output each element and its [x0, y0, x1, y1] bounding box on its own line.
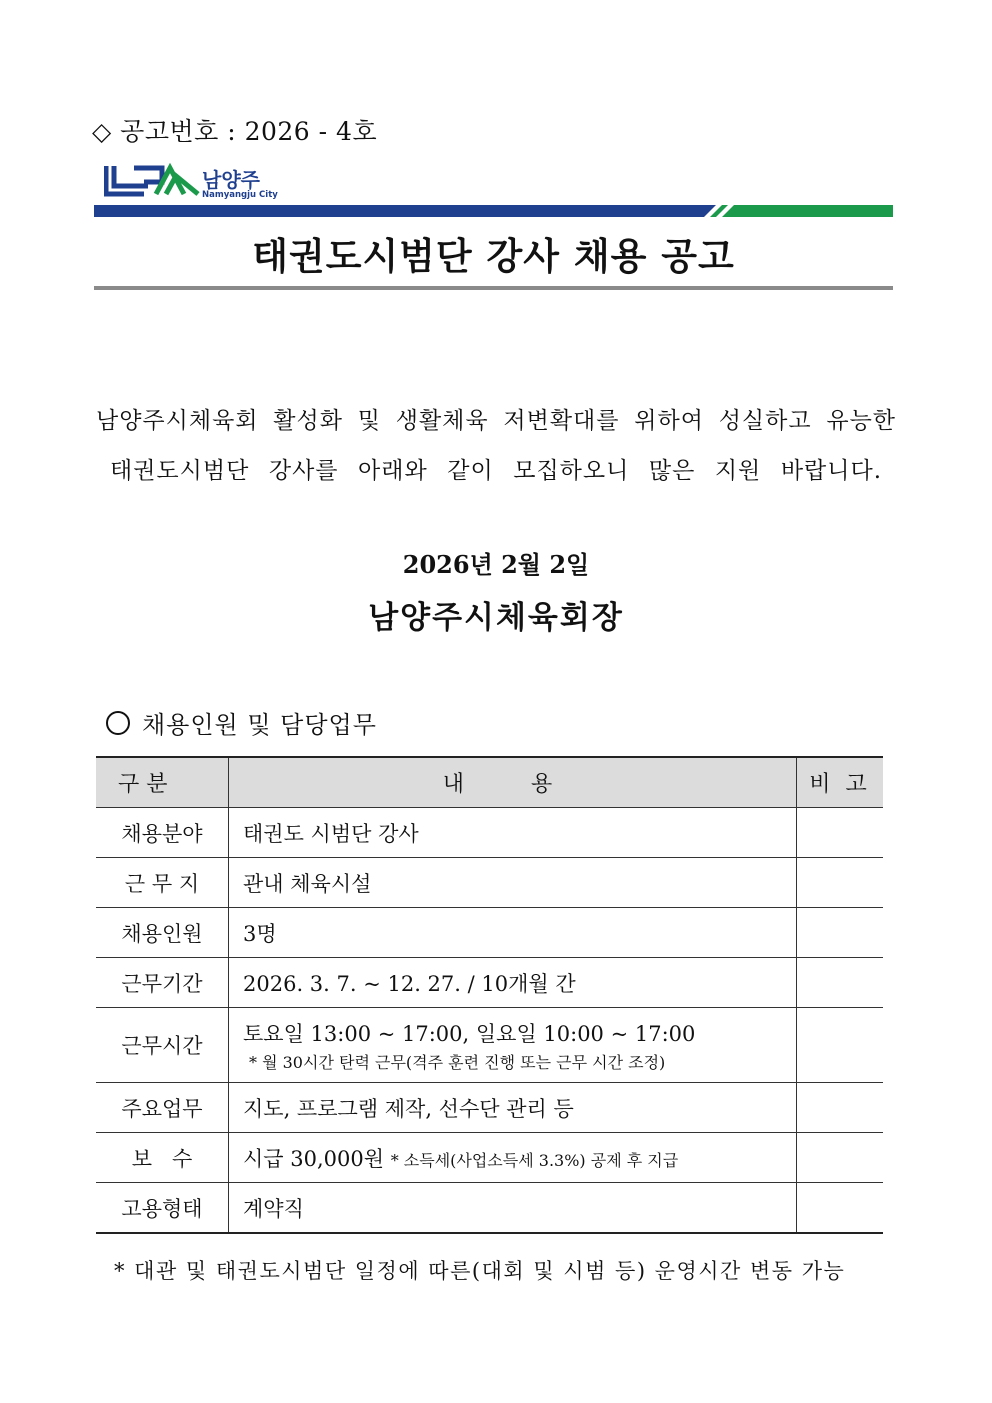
header-note-text: 비 고	[809, 772, 871, 797]
row-content-main: 시급 30,000원	[243, 1146, 385, 1171]
section-heading	[106, 705, 377, 740]
header-content-text: 내 용	[442, 772, 583, 797]
row-content: 태권도 시범단 강사	[229, 808, 797, 858]
header-category-label	[96, 767, 228, 798]
logo-name-english: Namyangju City	[202, 190, 278, 200]
row-note	[797, 808, 884, 858]
table-header-row	[96, 757, 883, 808]
row-note	[797, 908, 884, 958]
intro-line-2: 태권도시범단 강사를 아래와 같이 모집하오니 많은 지원 바랍니다.	[110, 458, 882, 484]
table-row	[96, 1083, 883, 1133]
header-content	[229, 757, 797, 808]
row-label: 근무기간	[96, 958, 229, 1008]
section-title: 채용인원 및 담당업무	[142, 711, 377, 739]
logo-mark-icon	[104, 162, 200, 202]
row-note	[797, 958, 884, 1008]
namyangju-logo	[104, 162, 304, 204]
row-content: 관내 체육시설	[229, 858, 797, 908]
table-row	[96, 858, 883, 908]
header-category-text: 구 분	[118, 772, 168, 797]
table-row	[96, 1008, 883, 1083]
intro-line-1: 남양주시체육회 활성화 및 생활체육 저변확대를 위하여 성실하고 유능한	[96, 408, 896, 434]
header-category	[96, 757, 229, 808]
row-content: 지도, 프로그램 제작, 선수단 관리 등	[229, 1083, 797, 1133]
row-content-main: 토요일 13:00 ~ 17:00, 일요일 10:00 ~ 17:00	[243, 1021, 696, 1046]
circle-bullet-icon	[106, 711, 130, 735]
row-content: 계약직	[229, 1183, 797, 1234]
page-title: 태권도시범단 강사 채용 공고	[252, 235, 735, 278]
row-label: 주요업무	[96, 1083, 229, 1133]
title-banner-stripe	[94, 205, 893, 217]
table-row	[96, 1133, 883, 1183]
row-label: 고용형태	[96, 1183, 229, 1234]
row-content: 2026. 3. 7. ~ 12. 27. / 10개월 간	[229, 958, 797, 1008]
table-row	[96, 908, 883, 958]
title-underline	[94, 286, 893, 290]
row-note	[797, 1008, 884, 1083]
recruitment-table	[96, 756, 883, 1234]
row-content: 3명	[229, 908, 797, 958]
notice-number: ◇ 공고번호 : 2026 - 4호	[92, 117, 378, 146]
row-content	[229, 1008, 797, 1083]
logo-name-korean: 남양주	[202, 168, 260, 192]
row-note	[797, 858, 884, 908]
row-label: 근무시간	[96, 1008, 229, 1083]
table-row	[96, 1183, 883, 1234]
row-note	[797, 1133, 884, 1183]
row-label: 채용인원	[96, 908, 229, 958]
table-row	[96, 808, 883, 858]
table-row	[96, 958, 883, 1008]
organization-name: 남양주시체육회장	[368, 600, 624, 636]
row-note	[797, 1083, 884, 1133]
row-note	[797, 1183, 884, 1234]
row-content-sub: * 월 30시간 탄력 근무(격주 훈련 진행 또는 근무 시간 조정)	[249, 1052, 666, 1072]
header-note	[797, 757, 884, 808]
row-content-sub: * 소득세(사업소득세 3.3%) 공제 후 지급	[390, 1150, 679, 1170]
announcement-date: 2026년 2월 2일	[402, 550, 590, 579]
row-label: 근 무 지	[96, 858, 229, 908]
row-label: 채용분야	[96, 808, 229, 858]
row-label: 보 수	[96, 1133, 229, 1183]
footnote: * 대관 및 태권도시범단 일정에 따른(대회 및 시범 등) 운영시간 변동 가능	[114, 1259, 846, 1283]
row-content	[229, 1133, 797, 1183]
